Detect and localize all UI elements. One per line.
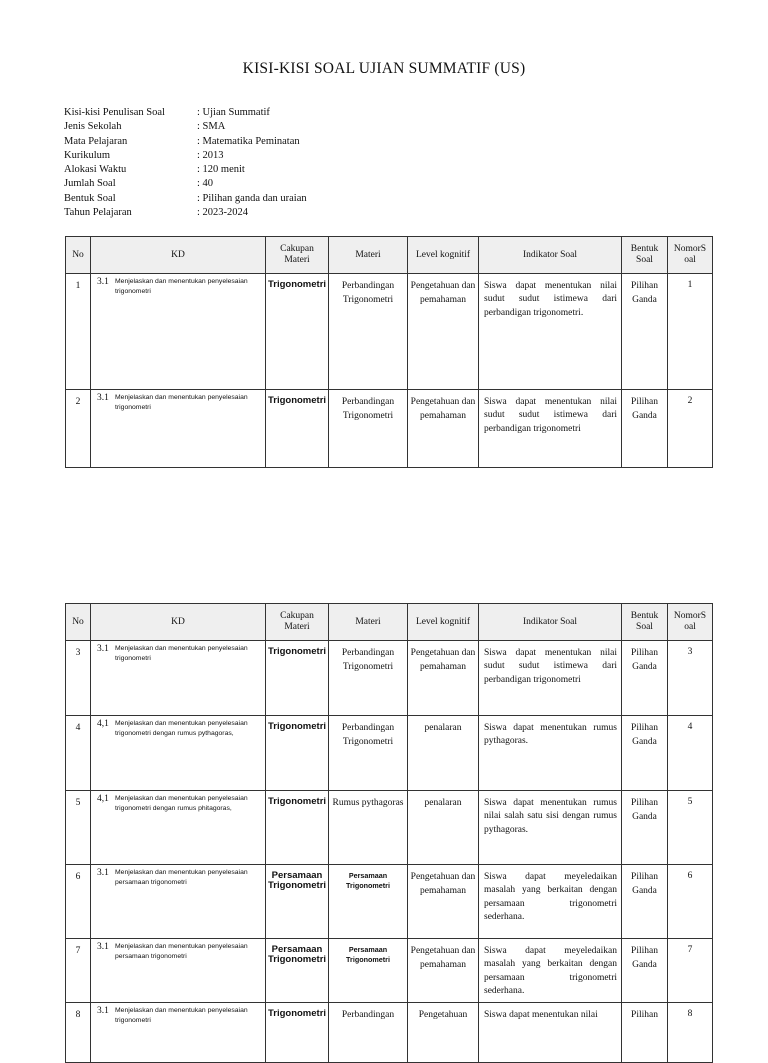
meta-row <box>64 206 307 220</box>
cell-no: 5 <box>66 791 91 865</box>
cell-cakupan: Trigonometri <box>266 641 329 716</box>
cell-indikator: Siswa dapat menentukan nilai sudut sudut istimewa dari perbandigan trigonometri <box>479 641 622 716</box>
header-indikator: Indikator Soal <box>479 237 622 274</box>
meta-row <box>64 177 307 191</box>
cell-no: 2 <box>66 390 91 468</box>
cell-no: 1 <box>66 274 91 390</box>
meta-row <box>64 163 307 177</box>
header-level: Level kognitif <box>408 237 479 274</box>
cell-bentuk: Pilihan Ganda <box>622 716 668 791</box>
cell-level: penalaran <box>408 716 479 791</box>
cell-bentuk: Pilihan Ganda <box>622 939 668 1003</box>
cell-indikator: Siswa dapat menentukan rumus pythagoras. <box>479 716 622 791</box>
header-cakupan <box>266 604 329 641</box>
cell-cakupan: Trigonometri <box>266 1003 329 1063</box>
cell-cakupan: Persamaan Trigonometri <box>266 865 329 939</box>
header-bentuk-line2: Soal <box>636 255 653 265</box>
header-bentuk <box>622 604 668 641</box>
meta-value: : SMA <box>197 121 226 133</box>
cell-materi: Perbandingan Trigonometri <box>329 716 408 791</box>
kd-description: Menjelaskan dan menentukan penyelesaian trigonometri <box>115 645 248 662</box>
cell-level: penalaran <box>408 791 479 865</box>
kd-number: 3.1 <box>97 942 109 952</box>
cell-bentuk: Pilihan Ganda <box>622 641 668 716</box>
header-materi: Materi <box>329 237 408 274</box>
cell-level: Pengetahuan dan pemahaman <box>408 865 479 939</box>
meta-key: Jumlah Soal <box>64 178 116 190</box>
cell-materi: Persamaan Trigonometri <box>329 939 408 1003</box>
cell-nomor: 1 <box>668 274 713 390</box>
cell-materi: Perbandingan Trigonometri <box>329 274 408 390</box>
cell-level: Pengetahuan <box>408 1003 479 1063</box>
meta-key: Jenis Sekolah <box>64 121 122 133</box>
table-row <box>66 939 713 1003</box>
meta-key: Alokasi Waktu <box>64 164 127 176</box>
kd-number: 3.1 <box>97 644 109 654</box>
cell-nomor: 6 <box>668 865 713 939</box>
kisi-table-2 <box>65 603 713 1063</box>
cell-cakupan: Trigonometri <box>266 274 329 390</box>
cell-bentuk: Pilihan Ganda <box>622 865 668 939</box>
header-nomor <box>668 604 713 641</box>
cell-bentuk: Pilihan <box>622 1003 668 1063</box>
cell-no: 4 <box>66 716 91 791</box>
header-bentuk-line2: Soal <box>636 622 653 632</box>
cell-nomor: 2 <box>668 390 713 468</box>
table-row <box>66 274 713 390</box>
meta-key: Kisi-kisi Penulisan Soal <box>64 107 165 118</box>
kd-description: Menjelaskan dan menentukan penyelesaian persamaan trigonometri <box>115 943 248 960</box>
header-no: No <box>66 604 91 641</box>
kd-description: Menjelaskan dan menentukan penyelesaian trigonometri <box>115 278 248 295</box>
header-row <box>66 604 713 641</box>
meta-key: Kurikulum <box>64 149 111 161</box>
cell-no: 3 <box>66 641 91 716</box>
meta-row <box>64 149 307 163</box>
cell-nomor: 5 <box>668 791 713 865</box>
meta-row <box>64 120 307 134</box>
meta-key: Mata Pelajaran <box>64 135 128 147</box>
header-bentuk-line1: Bentuk <box>630 244 659 254</box>
cell-materi: Perbandingan Trigonometri <box>329 390 408 468</box>
cell-kd <box>91 865 266 939</box>
cell-no: 8 <box>66 1003 91 1063</box>
cell-kd <box>91 939 266 1003</box>
table-row <box>66 390 713 468</box>
kd-number: 3.1 <box>97 1006 109 1016</box>
cell-kd <box>91 390 266 468</box>
kd-number: 3.1 <box>97 277 109 287</box>
header-materi: Materi <box>329 604 408 641</box>
cell-kd <box>91 791 266 865</box>
cell-nomor: 4 <box>668 716 713 791</box>
table-row <box>66 791 713 865</box>
header-nomor-line1: NomorS <box>673 611 707 621</box>
cell-bentuk: Pilihan Ganda <box>622 390 668 468</box>
document-title: KISI-KISI SOAL UJIAN SUMMATIF (US) <box>242 60 526 77</box>
cell-level: Pengetahuan dan pemahaman <box>408 390 479 468</box>
cell-no: 6 <box>66 865 91 939</box>
meta-value: : 2013 <box>197 149 224 161</box>
table-row <box>66 716 713 791</box>
header-cakupan-line2: Materi <box>284 622 310 632</box>
cell-cakupan: Trigonometri <box>266 390 329 468</box>
cell-cakupan: Persamaan Trigonometri <box>266 939 329 1003</box>
header-nomor-line1: NomorS <box>673 244 707 254</box>
header-cakupan <box>266 237 329 274</box>
cell-cakupan: Trigonometri <box>266 716 329 791</box>
meta-row <box>64 192 307 206</box>
cell-indikator: Siswa dapat meyeledaikan masalah yang berkaitan dengan persamaan trigonometri sederhana. <box>479 865 622 939</box>
cell-kd <box>91 641 266 716</box>
cell-level: Pengetahuan dan pemahaman <box>408 939 479 1003</box>
meta-key: Tahun Pelajaran <box>64 207 132 219</box>
header-nomor-line2: oal <box>684 622 696 632</box>
header-cakupan-line1: Cakupan <box>280 611 314 621</box>
header-no: No <box>66 237 91 274</box>
cell-bentuk: Pilihan Ganda <box>622 791 668 865</box>
cell-materi: Persamaan Trigonometri <box>329 865 408 939</box>
header-row <box>66 237 713 274</box>
kd-description: Menjelaskan dan menentukan penyelesaian persamaan trigonometri <box>115 869 248 886</box>
cell-nomor: 7 <box>668 939 713 1003</box>
kisi-table-1 <box>65 236 713 468</box>
cell-indikator: Siswa dapat menentukan nilai sudut sudut istimewa dari perbandigan trigonometri. <box>479 274 622 390</box>
header-indikator: Indikator Soal <box>479 604 622 641</box>
table-row <box>66 641 713 716</box>
kd-description: Menjelaskan dan menentukan penyelesaian trigonometri dengan rumus phitagoras, <box>115 795 248 812</box>
header-nomor <box>668 237 713 274</box>
header-kd: KD <box>91 237 266 274</box>
kd-number: 3.1 <box>97 393 109 403</box>
cell-materi: Rumus pythagoras <box>329 791 408 865</box>
cell-level: Pengetahuan dan pemahaman <box>408 274 479 390</box>
cell-cakupan: Trigonometri <box>266 791 329 865</box>
cell-bentuk: Pilihan Ganda <box>622 274 668 390</box>
cell-indikator: Siswa dapat menentukan nilai <box>479 1003 622 1063</box>
header-bentuk-line1: Bentuk <box>630 611 659 621</box>
meta-value: : 40 <box>197 178 214 190</box>
cell-indikator: Siswa dapat menentukan rumus nilai salah satu sisi dengan rumus pythagoras. <box>479 791 622 865</box>
meta-value: : Matematika Peminatan <box>197 135 300 147</box>
cell-materi: Perbandingan <box>329 1003 408 1063</box>
kd-description: Menjelaskan dan menentukan penyelesaian trigonometri <box>115 1007 248 1024</box>
header-cakupan-line2: Materi <box>284 255 310 265</box>
cell-kd <box>91 716 266 791</box>
meta-info <box>64 106 307 220</box>
meta-value: : Ujian Summatif <box>197 107 270 118</box>
kd-number: 3.1 <box>97 868 109 878</box>
cell-nomor: 8 <box>668 1003 713 1063</box>
kd-number: 4,1 <box>97 794 109 804</box>
meta-key: Bentuk Soal <box>64 192 116 204</box>
meta-value: : 120 menit <box>197 164 245 176</box>
meta-value: : 2023-2024 <box>197 207 249 219</box>
cell-no: 7 <box>66 939 91 1003</box>
header-cakupan-line1: Cakupan <box>280 244 314 254</box>
kd-description: Menjelaskan dan menentukan penyelesaian trigonometri <box>115 394 248 411</box>
cell-level: Pengetahuan dan pemahaman <box>408 641 479 716</box>
meta-row <box>64 135 307 149</box>
kd-description: Menjelaskan dan menentukan penyelesaian trigonometri dengan rumus pythagoras, <box>115 720 248 737</box>
cell-nomor: 3 <box>668 641 713 716</box>
cell-materi: Perbandingan Trigonometri <box>329 641 408 716</box>
kd-number: 4,1 <box>97 719 109 729</box>
header-level: Level kognitif <box>408 604 479 641</box>
table-row <box>66 1003 713 1063</box>
table-row <box>66 865 713 939</box>
cell-indikator: Siswa dapat meyeledaikan masalah yang berkaitan dengan persamaan trigonometri sederhana. <box>479 939 622 1003</box>
cell-kd <box>91 1003 266 1063</box>
cell-indikator: Siswa dapat menentukan nilai sudut sudut istimewa dari perbandigan trigonometri <box>479 390 622 468</box>
meta-row <box>64 106 307 120</box>
header-bentuk <box>622 237 668 274</box>
header-nomor-line2: oal <box>684 255 696 265</box>
header-kd: KD <box>91 604 266 641</box>
meta-value: : Pilihan ganda dan uraian <box>197 192 307 204</box>
cell-kd <box>91 274 266 390</box>
